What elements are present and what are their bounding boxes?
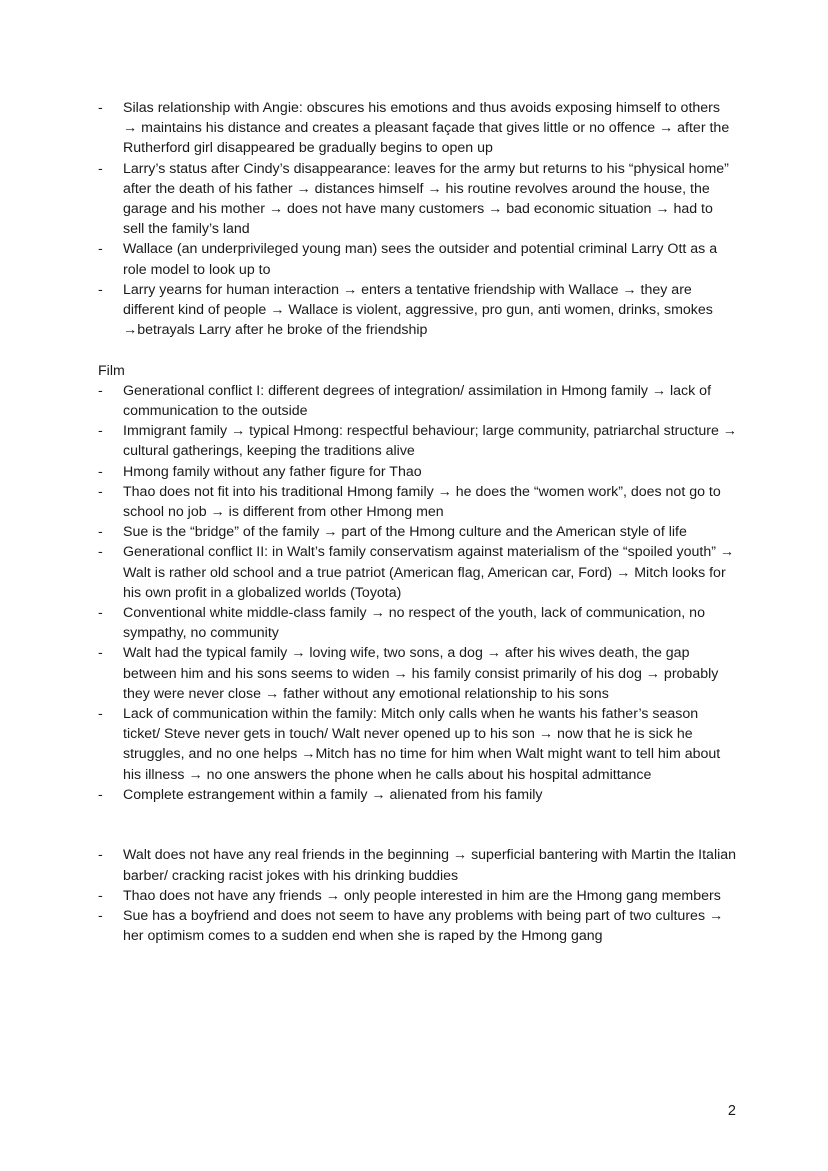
list-item-text: Thao does not fit into his traditional Hmong family → he does the “women work”, does not go to school no job → is different from other Hmong men: [123, 483, 721, 521]
section-heading-film: Film: [98, 362, 125, 379]
list-item-text: Silas relationship with Angie: obscures his emotions and thus avoids exposing himself to others → maintains his distance and creates a pleasant façade that gives little or no offence → after the Rutherford girl disappeared be gradually begins to open up: [123, 100, 730, 157]
bullet-dash: -: [98, 645, 103, 662]
list-item: [98, 239, 738, 279]
list-item-text: Walt had the typical family → loving wife, two sons, a dog → after his wives death, the gap between him and his sons seems to widen → his family consist primarily of his dog → probably they were never close → father without any emotional relationship to his sons: [123, 645, 719, 702]
bullet-dash: -: [98, 908, 103, 925]
list-item: [98, 643, 738, 704]
list-item-text: Larry yearns for human interaction → enters a tentative friendship with Wallace → they are different kind of people → Wallace is violent, aggressive, pro gun, anti women, drinks, smokes →betrayals Larry after he broke of the friendship: [123, 281, 713, 339]
bullet-dash: -: [98, 605, 103, 622]
list-item: [98, 159, 738, 240]
list-item-text: Generational conflict I: different degrees of integration/ assimilation in Hmong family → lack of communication to the outside: [123, 382, 712, 420]
bullet-dash: -: [98, 483, 103, 500]
list-item: [98, 785, 738, 805]
bullet-dash: -: [98, 524, 103, 541]
page-content: [98, 98, 738, 947]
bullet-dash: -: [98, 786, 103, 803]
list-item-text: Thao does not have any friends → only people interested in him are the Hmong gang members: [123, 887, 721, 904]
list-item-text: Walt does not have any real friends in the beginning → superficial bantering with Martin the Italian barber/ cracking racist jokes with his drinking buddies: [123, 847, 737, 884]
list-item-text: Generational conflict II: in Walt’s family conservatism against materialism of the “spoiled youth” → Walt is rather old school and a true patriot (American flag, American car, Ford) → Mitch looks for his own profit in a globalized worlds (Toyota): [123, 544, 735, 601]
bullet-dash: -: [98, 463, 103, 480]
list-item-text: Hmong family without any father figure for Thao: [123, 463, 422, 480]
page-number: 2: [727, 1103, 736, 1119]
list-item: [98, 906, 738, 946]
list-item: [98, 462, 738, 482]
bullet-list-friendship: [98, 845, 738, 946]
list-item: [98, 482, 738, 522]
bullet-dash: -: [98, 241, 103, 258]
list-item: [98, 845, 738, 885]
bullet-dash: -: [98, 544, 103, 561]
list-item-text: Wallace (an underprivileged young man) sees the outsider and potential criminal Larry Ott as a role model to look up to: [123, 241, 718, 278]
list-item: [98, 603, 738, 643]
bullet-dash: -: [98, 423, 103, 440]
bullet-list-novel: [98, 98, 738, 340]
bullet-dash: -: [98, 382, 103, 399]
list-item-text: Immigrant family → typical Hmong: respectful behaviour; large community, patriarchal structure → cultural gatherings, keeping the traditions alive: [123, 423, 737, 460]
bullet-dash: -: [98, 160, 103, 177]
list-item-text: Conventional white middle-class family → no respect of the youth, lack of communication, no sympathy, no community: [123, 605, 705, 642]
list-item: [98, 886, 738, 906]
list-item: [98, 522, 738, 542]
bullet-dash: -: [98, 847, 103, 864]
bullet-dash: -: [98, 100, 103, 116]
list-item: [98, 704, 738, 785]
list-item: [98, 280, 738, 341]
bullet-dash: -: [98, 281, 103, 298]
list-item-text: Larry’s status after Cindy’s disappearance: leaves for the army but returns to his “physical home” after the death of his father → distances himself → his routine revolves around the house, the garage and his mother → does not have many customers → bad economic situation → had to sell the family’s land: [123, 160, 729, 238]
list-item: [98, 381, 738, 421]
bullet-dash: -: [98, 887, 103, 904]
list-item: [98, 421, 738, 461]
blank-lines: [98, 805, 738, 845]
bullet-dash: -: [98, 706, 103, 723]
list-item: [98, 542, 738, 603]
list-item-text: Sue is the “bridge” of the family → part of the Hmong culture and the American style of life: [123, 524, 687, 541]
list-item: [98, 98, 738, 159]
blank-line: [98, 340, 738, 360]
list-item-text: Complete estrangement within a family → alienated from his family: [123, 786, 543, 803]
bullet-list-film: [98, 381, 738, 805]
list-item-text: Lack of communication within the family: Mitch only calls when he wants his father’s season ticket/ Steve never gets in touch/ Walt never opened up to his son → now that he is sick he struggles, and no one helps →Mitch has no time for him when Walt might want to tell him about his illness → no one answers the phone when he calls about his hospital admittance: [123, 706, 721, 783]
list-item-text: Sue has a boyfriend and does not seem to have any problems with being part of two cultures → her optimism comes to a sudden end when she is raped by the Hmong gang: [123, 908, 724, 945]
